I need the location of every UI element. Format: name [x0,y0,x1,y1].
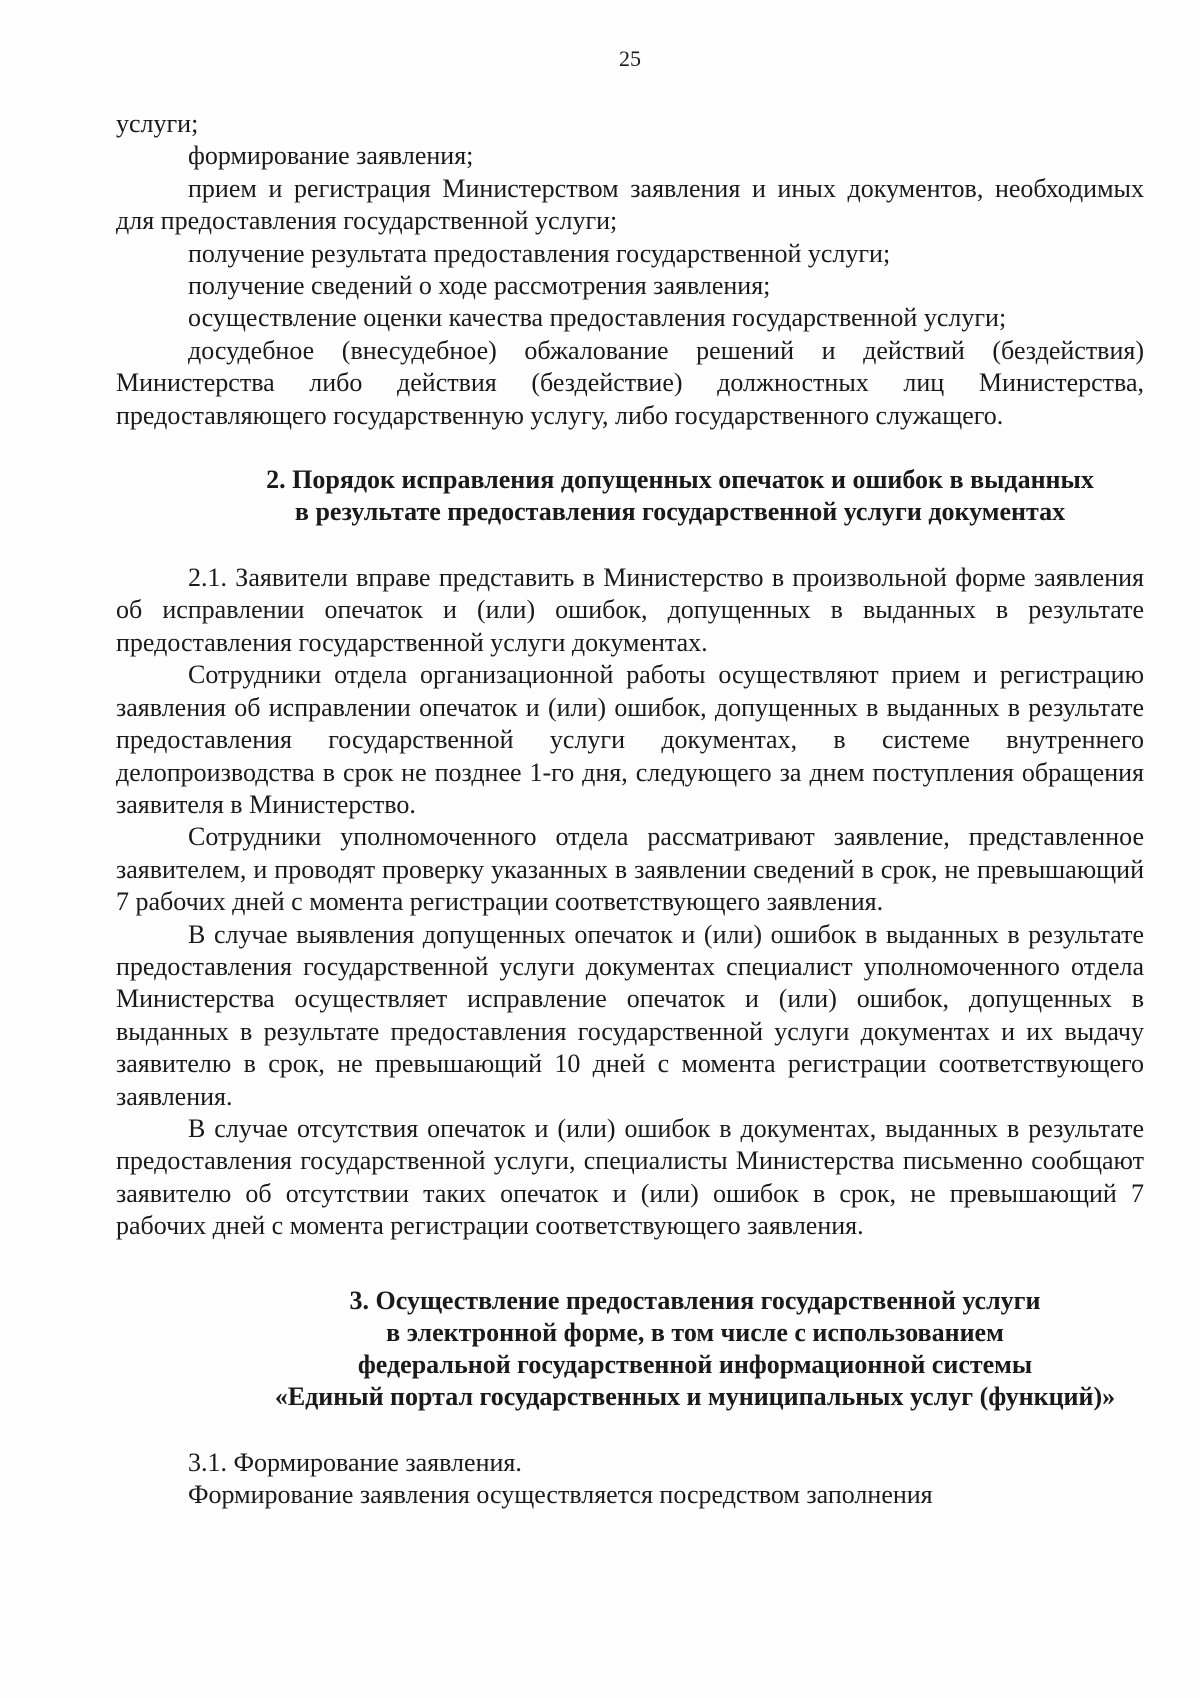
intro-line: получение сведений о ходе рассмотрения заявления; [188,271,771,301]
section-2-heading-line: в результате предоставления государственной услуги документах [294,497,1066,527]
section-3-paragraph: 3.1. Формирование заявления. [188,1447,522,1477]
section-2-paragraph: В случае выявления допущенных опечаток и (или) ошибок в выданных в результате предоставления государственной услуги документах специалист уполномоченного отдела Министерства осуществляет исправление опечаток и (или) ошибок, допущенных в выданных в результате предоставления государственной услуги документах и их выдачу заявителю в срок, не превышающий 10 дней с момента регистрации соответствующего заявления. [116,919,1144,1111]
intro-line: осуществление оценки качества предоставления государственной услуги; [188,303,1007,333]
section-2-paragraph: 2.1. Заявители вправе представить в Министерство в произвольной форме заявления об исправлении опечаток и (или) ошибок, допущенных в выданных в результате предоставления государственной услуги документах. [116,563,1144,657]
section-3-heading-line: федеральной государственной информационной системы [357,1349,1033,1379]
section-3-heading-line: 3. Осуществление предоставления государственной услуги [349,1285,1041,1315]
intro-line: формирование заявления; [188,141,474,171]
section-3-paragraph: Формирование заявления осуществляется посредством заполнения [188,1480,933,1509]
section-2-paragraph: Сотрудники уполномоченного отдела рассматривают заявление, представленное заявителем, и проводят проверку указанных в заявлении сведений в срок, не превышающий 7 рабочих дней с момента регистрации соответствующего заявления. [116,822,1144,917]
intro-line: прием и регистрация Министерством заявления и иных документов, необходимых для предоставления государственной услуги; [116,173,1144,236]
section-2-paragraph: Сотрудники отдела организационной работы осуществляют прием и регистрацию заявления об исправлении опечаток и (или) ошибок, допущенных в выданных в результате предоставления государственной услуги документах, в системе внутреннего делопроизводства в срок не позднее 1-го дня, следующего за днем поступления обращения заявителя в Министерство. [116,660,1144,819]
section-2-heading-line: 2. Порядок исправления допущенных опечаток и ошибок в выданных [266,465,1094,495]
intro-line: досудебное (внесудебное) обжалование решений и действий (бездействия) Министерства либо действия (бездействие) должностных лиц Министерства, предоставляющего государственную услугу, либо государственного служащего. [116,335,1144,430]
section-2-paragraph: В случае отсутствия опечаток и (или) ошибок в документах, выданных в результате предоставления государственной услуги, специалисты Министерства письменно сообщают заявителю об отсутствии таких опечаток и (или) ошибок в срок, не превышающий 7 рабочих дней с момента регистрации соответствующего заявления. [116,1113,1144,1241]
intro-line: услуги; [116,109,199,138]
page-number: 25 [619,46,641,71]
section-3-heading [116,1285,1144,1413]
section-3-heading-line: «Единый портал государственных и муниципальных услуг (функций)» [274,1381,1116,1411]
section-2-heading [116,464,1144,528]
page-content [116,108,1144,1511]
section-3-heading-line: в электронной форме, в том числе с использованием [386,1317,1004,1347]
intro-line: получение результата предоставления государственной услуги; [188,238,891,268]
